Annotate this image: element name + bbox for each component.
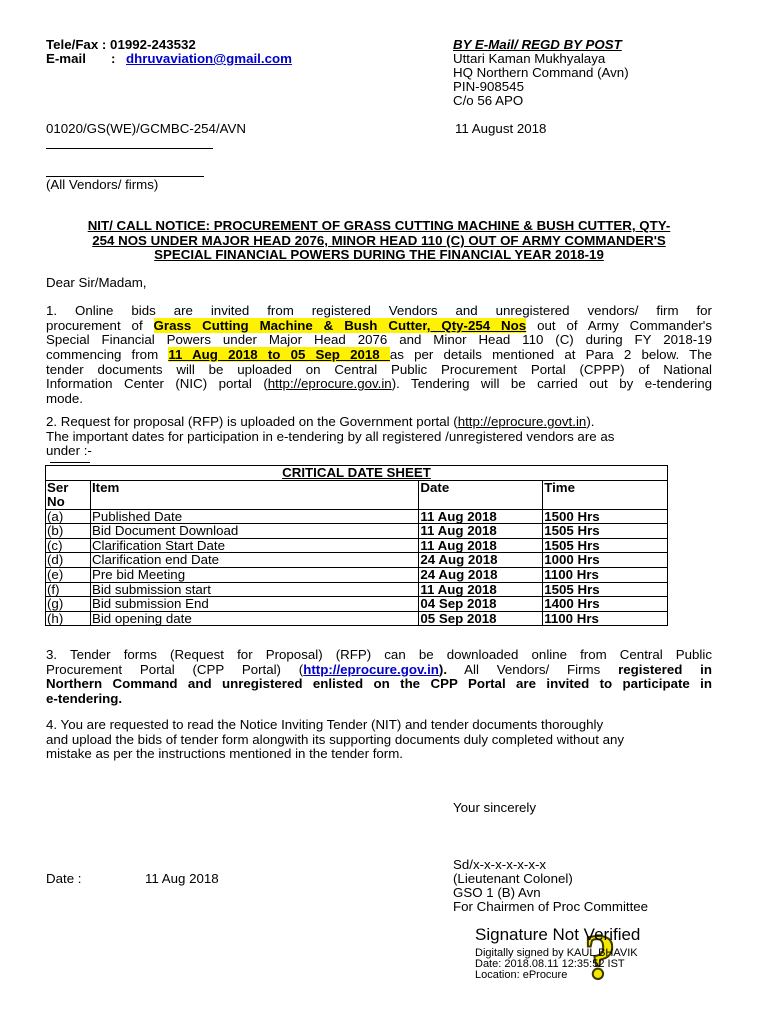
- cell-item: Clarification end Date: [90, 553, 418, 568]
- para1-line: [46, 376, 712, 391]
- text: ). Tendering will be carried out by e-tendering: [391, 376, 712, 392]
- address-line-3: PIN-908545: [453, 79, 524, 94]
- cell-date: 24 Aug 2018: [419, 553, 543, 568]
- para1-line: Special Financial Powers under Major Head 2076 and Minor Head 110 (C) during FY 2018-19: [46, 332, 712, 348]
- cell-item: Published Date: [90, 509, 418, 524]
- para4-line: and upload the bids of tender form alongwith its supporting documents duly completed without any: [46, 731, 625, 747]
- recipient: (All Vendors/ firms): [46, 177, 159, 192]
- para4-line: mistake as per the instructions mentioned in the tender form.: [46, 746, 403, 762]
- paragraph-3: [46, 647, 712, 706]
- cell-item: Bid submission End: [90, 597, 418, 612]
- text: Information Center (NIC) portal (: [46, 376, 268, 392]
- para1-line: [46, 318, 712, 333]
- signature-status: Signature Not Verified: [475, 925, 641, 944]
- cell-time: 1505 Hrs: [543, 582, 668, 597]
- cell-ser: (g): [46, 597, 91, 612]
- signatory-line-3: GSO 1 (B) Avn: [453, 885, 541, 900]
- cell-date: 24 Aug 2018: [419, 567, 543, 582]
- text: registered in: [618, 661, 712, 677]
- footer-date-label: Date :: [46, 871, 82, 886]
- text: All Vendors/ Firms: [447, 661, 619, 677]
- para1-line: 1. Online bids are invited from registered Vendors and unregistered vendors/ firm for: [46, 303, 712, 318]
- text: ).: [586, 414, 595, 429]
- divider: [46, 148, 213, 149]
- cell-item: Clarification Start Date: [90, 538, 418, 553]
- cell-time: 1000 Hrs: [543, 553, 668, 568]
- subject-line-3: SPECIAL FINANCIAL POWERS DURING THE FINANCIAL YEAR 2018-19: [154, 247, 604, 262]
- subject-line-2: 254 NOS UNDER MAJOR HEAD 2076, MINOR HEAD 110 (C) OUT OF ARMY COMMANDER'S: [92, 233, 666, 248]
- cell-date: 11 Aug 2018: [419, 509, 543, 524]
- header-time: Time: [543, 480, 668, 509]
- cell-ser: (e): [46, 567, 91, 582]
- signature-date: Date: 2018.08.11 12:35:52 IST: [475, 958, 625, 970]
- table-row: [46, 538, 668, 553]
- cell-item: Bid opening date: [90, 611, 418, 626]
- critical-date-table: [45, 465, 668, 626]
- para2-line: [46, 414, 712, 429]
- address-line-1: Uttari Kaman Mukhyalaya: [453, 51, 606, 66]
- cpp-portal-link[interactable]: http://eprocure.gov.in: [303, 661, 439, 677]
- highlight-dates: 11 Aug 2018 to 05 Sep 2018: [168, 347, 390, 363]
- question-mark-icon: ?: [584, 921, 616, 992]
- text: as per details mentioned at Para 2 below. The: [389, 347, 712, 363]
- cell-ser: (a): [46, 509, 91, 524]
- cell-time: 1100 Hrs: [543, 567, 668, 582]
- cell-time: 1500 Hrs: [543, 509, 668, 524]
- signatory-line-1: Sd/x-x-x-x-x-x-x: [453, 857, 547, 872]
- signatory-line-2: (Lieutenant Colonel): [453, 871, 573, 886]
- para1-line: [46, 347, 712, 362]
- cell-item: Pre bid Meeting: [90, 567, 418, 582]
- cell-time: 1400 Hrs: [543, 597, 668, 612]
- cell-ser: (h): [46, 611, 91, 626]
- table-title: CRITICAL DATE SHEET: [46, 466, 668, 481]
- telefax: Tele/Fax : 01992-243532: [46, 37, 196, 52]
- cell-date: 04 Sep 2018: [419, 597, 543, 612]
- para4-line: 4. You are requested to read the Notice Inviting Tender (NIT) and tender documents thoroughly: [46, 717, 604, 732]
- text: commencing from: [46, 347, 169, 363]
- signature-signed-by: Digitally signed by KAUL BHAVIK: [475, 947, 638, 959]
- table-row: [46, 509, 668, 524]
- table-row: [46, 567, 668, 582]
- cell-item: Bid Document Download: [90, 524, 418, 539]
- para2-line: The important dates for participation in e-tendering by all registered /unregistered vendors are as: [46, 428, 615, 444]
- eprocure-link[interactable]: http://eprocure.gov.in: [267, 376, 392, 392]
- delivery-mode: BY E-Mail/ REGD BY POST: [453, 37, 622, 52]
- cell-time: 1100 Hrs: [543, 611, 668, 626]
- table-row: [46, 553, 668, 568]
- eprocure-govt-link[interactable]: http://eprocure.govt.in: [457, 414, 587, 429]
- text: out of Army Commander's: [526, 317, 712, 333]
- divider: [50, 462, 90, 463]
- header-item: Item: [90, 480, 418, 509]
- table-row: [46, 582, 668, 597]
- email-colon: :: [111, 51, 116, 66]
- cell-ser: (d): [46, 553, 91, 568]
- para1-line: mode.: [46, 391, 83, 407]
- salutation: Dear Sir/Madam,: [46, 275, 147, 290]
- text: procurement of: [46, 317, 154, 333]
- cell-date: 11 Aug 2018: [419, 538, 543, 553]
- email-label: E-mail: [46, 51, 86, 66]
- email-link[interactable]: dhruvaviation@gmail.com: [126, 51, 292, 66]
- table-row: [46, 597, 668, 612]
- address-line-4: C/o 56 APO: [453, 93, 524, 108]
- cell-item: Bid submission start: [90, 582, 418, 597]
- text: Procurement Portal (CPP Portal) (: [46, 661, 304, 677]
- table-row: [46, 524, 668, 539]
- address-line-2: HQ Northern Command (Avn): [453, 65, 629, 80]
- footer-date-value: 11 Aug 2018: [145, 871, 219, 886]
- para3-line: 3. Tender forms (Request for Proposal) (RFP) can be downloaded online from Central Public: [46, 647, 712, 662]
- para1-line: tender documents will be uploaded on Central Public Procurement Portal (CPPP) of National: [46, 361, 712, 377]
- paragraph-4: [46, 717, 712, 761]
- signature-location: Location: eProcure: [475, 969, 568, 981]
- text: 2. Request for proposal (RFP) is uploaded on the Government portal (: [46, 414, 458, 429]
- reference-number: 01020/GS(WE)/GCMBC-254/AVN: [46, 121, 247, 136]
- signatory-line-4: For Chairmen of Proc Committee: [453, 899, 649, 914]
- letter-date: 11 August 2018: [455, 121, 547, 136]
- cell-time: 1505 Hrs: [543, 538, 668, 553]
- para3-line: Northern Command and unregistered enlisted on the CPP Portal are invited to participate in: [46, 676, 712, 692]
- cell-ser: (c): [46, 538, 91, 553]
- cell-date: 11 Aug 2018: [419, 524, 543, 539]
- paragraph-2: [46, 414, 712, 458]
- cell-ser: (b): [46, 524, 91, 539]
- closing: Your sincerely: [453, 800, 537, 815]
- text: ).: [438, 661, 448, 677]
- para3-line: e-tendering.: [46, 691, 123, 707]
- header-date: Date: [419, 480, 543, 509]
- header-ser-no: Ser No: [46, 480, 91, 509]
- cell-ser: (f): [46, 582, 91, 597]
- cell-time: 1505 Hrs: [543, 524, 668, 539]
- highlight-qty: , Qty-254 Nos: [426, 317, 527, 333]
- paragraph-1: [46, 303, 712, 406]
- para2-line: under :-: [46, 443, 92, 459]
- para3-line: [46, 662, 712, 677]
- table-row: [46, 611, 668, 626]
- cell-date: 05 Sep 2018: [419, 611, 543, 626]
- subject-line-1: NIT/ CALL NOTICE: PROCUREMENT OF GRASS CUTTING MACHINE & BUSH CUTTER, QTY-: [87, 218, 671, 233]
- highlight-item: Grass Cutting Machine & Bush Cutter: [153, 317, 427, 333]
- cell-date: 11 Aug 2018: [419, 582, 543, 597]
